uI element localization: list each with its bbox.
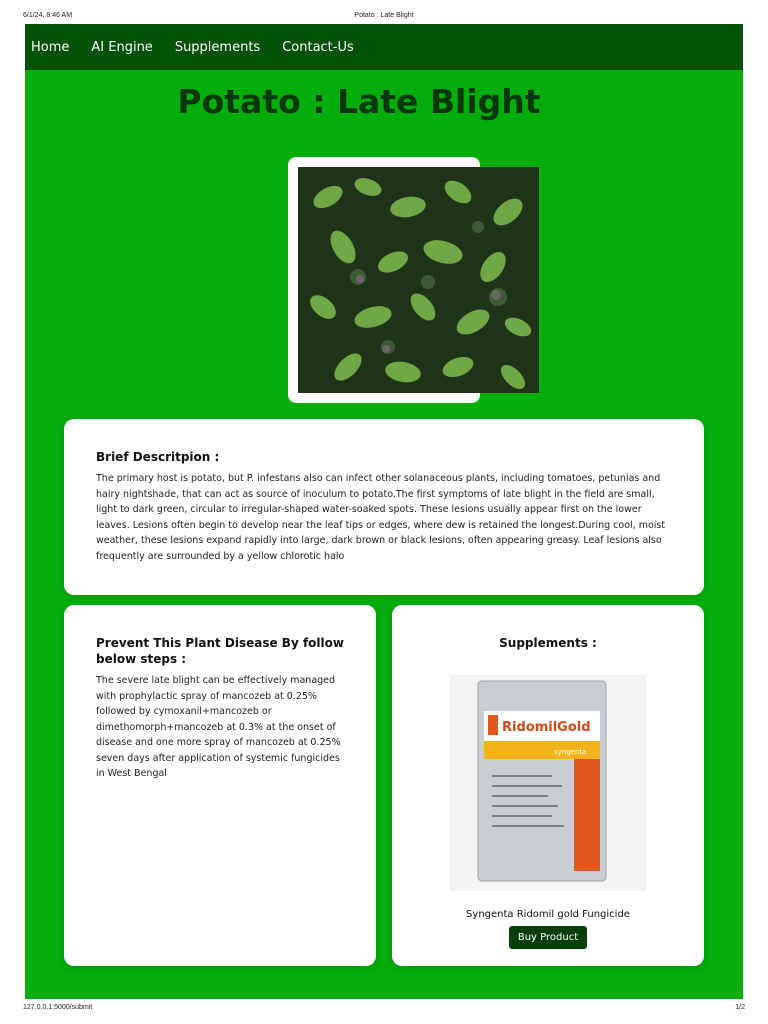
product-maker-label: syngenta — [554, 748, 587, 756]
print-page-title: Potato : Late Blight — [354, 12, 414, 19]
prevention-heading: Prevent This Plant Disease By follow below steps : — [96, 636, 344, 666]
buy-product-button[interactable]: Buy Product — [509, 926, 587, 949]
nav-home-link[interactable]: Home — [31, 39, 70, 55]
description-text: The primary host is potato, but P. infestans also can infect other solanaceous plants, including tomatoes, petunias and hairy nightshade, that can act as source of inoculum to potato.The first symptoms of late blight in the field are small, light to dark green, circular to irregular-shaped water-soaked spots. These lesions usually appear first on the lower leaves. Lesions often begin to develop near the leaf tips or edges, where dew is retained the longest.During cool, moist weather, these lesions expand rapidly into large, dark brown or black lesions, often appearing greasy. Leaf lesions also frequently are surrounded by a yellow chlorotic halo — [96, 473, 666, 562]
print-page-number: 1/2 — [735, 1004, 745, 1011]
navbar — [25, 24, 743, 70]
print-header — [0, 0, 768, 24]
supplements-card — [392, 605, 704, 966]
print-datetime: 6/1/24, 8:46 AM — [23, 12, 73, 19]
print-url: 127.0.0.1:5000/submit — [23, 1004, 93, 1011]
nav-ai-engine-link[interactable]: AI Engine — [91, 39, 153, 55]
description-heading: Brief Descritpion : — [96, 450, 220, 464]
prevention-text: The severe late blight can be effectively managed with prophylactic spray of mancozeb at 0.25% followed by cymoxanil+mancozeb or dimethomorph+mancozeb at 0.3% at the onset of disease and one more spray of mancozeb at 0.25% seven days after application of systemic fungicides in West Bengal — [96, 675, 341, 779]
potato-leaves-photo-icon — [298, 167, 539, 393]
print-footer — [0, 1000, 768, 1024]
prevention-card — [64, 605, 376, 966]
nav-contact-us-link[interactable]: Contact-Us — [282, 39, 354, 55]
description-card — [64, 419, 704, 595]
fungicide-package-icon — [450, 675, 646, 891]
page-container — [25, 24, 743, 999]
product-name: Syngenta Ridomil gold Fungicide — [466, 909, 630, 920]
product-brand-label: RidomilGold — [502, 720, 591, 735]
page-title: Potato : Late Blight — [177, 82, 541, 121]
supplements-heading: Supplements : — [499, 636, 597, 650]
nav-supplements-link[interactable]: Supplements — [174, 39, 261, 55]
